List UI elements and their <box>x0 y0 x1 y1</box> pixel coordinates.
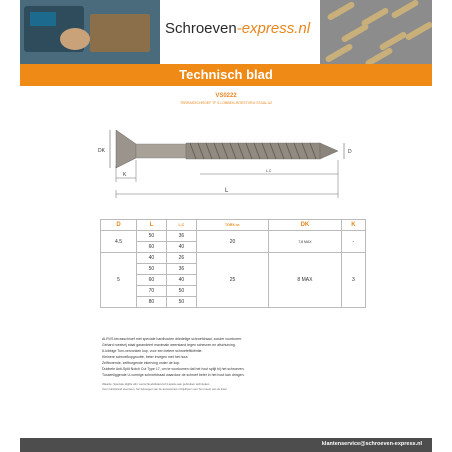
label-k: K <box>123 172 127 178</box>
note-line: 6-lobbige Torx-verzonken kop, voor een betere schroefefficiëntie. <box>102 349 203 353</box>
cell-dk: 7,8 MAX <box>269 231 342 253</box>
note-line: Tussenliggende U-vormige schroefdraad waardoor de schroef beter in het hout kan dringen. <box>102 373 245 377</box>
label-dk: DK <box>98 148 105 154</box>
footer-email-link[interactable]: klantenservice@schroeven-express.nl <box>321 441 422 447</box>
screw-head <box>116 130 136 168</box>
cell-dk: 8 MAX <box>269 253 342 308</box>
cell-lc: 50 <box>166 297 196 308</box>
header-photo-screws <box>320 0 432 64</box>
product-description: TERRASSCHROEF TF 6 LOBBEN-ROESTVRIJ STAAL A2 <box>179 101 273 105</box>
cell-lc: 40 <box>166 275 196 286</box>
cell-d: 4.5 <box>101 231 137 253</box>
cell-l: 60 <box>137 242 167 253</box>
col-header-d: D <box>101 220 137 231</box>
cell-l: 50 <box>137 264 167 275</box>
table-header-row <box>101 220 366 231</box>
cell-k: 3 <box>341 253 365 308</box>
small-print: Waarde: Speciale afgifte afm voorschroefafstand af 4 aparte aan gebruiken technieken. <box>102 382 211 386</box>
cell-torx: 25 <box>196 253 268 308</box>
header-photo-tools <box>20 0 160 64</box>
cell-l: 50 <box>137 231 167 242</box>
product-notes <box>102 336 402 392</box>
screw-thread <box>186 143 320 159</box>
cell-lc: 36 <box>166 264 196 275</box>
spec-table <box>100 219 366 308</box>
label-d: D <box>348 149 352 155</box>
brand-logo: Schroeven-express.nl <box>165 20 311 37</box>
col-header-l: L <box>137 220 167 231</box>
screw-shank <box>136 144 186 158</box>
cell-k: - <box>341 231 365 253</box>
note-line: Dubbele Anti-Split Notch Cut Type 17, om te voorkomen dat het hout splijt bij het schroeven. <box>102 367 245 371</box>
cell-lc: 40 <box>166 242 196 253</box>
small-print: Voor zuinistrand stoorteen, het bijvoegen van de accessories of bijdrijver voor het meest van de kwer. <box>102 387 228 391</box>
col-header-lc: L.C <box>166 220 196 231</box>
screw-tip <box>320 143 338 159</box>
cell-lc: 50 <box>166 286 196 297</box>
technical-sheet <box>20 0 432 452</box>
cell-torx: 20 <box>196 231 268 253</box>
table-row <box>101 231 366 242</box>
cell-lc: 26 <box>166 253 196 264</box>
product-code: VS0222 <box>215 93 237 99</box>
col-header-dk: DK <box>269 220 342 231</box>
table-row <box>101 253 366 264</box>
label-lc: L.C <box>266 169 272 173</box>
screw-drawing <box>20 110 432 210</box>
note-line: Kleinere schroefkopgrootte, beter invegen met het hout. <box>102 355 189 359</box>
note-line: Al-RVS terrasschroef met speciale hardhouten driedelige schroefdraad, zonder voorboren. <box>102 337 243 341</box>
cell-d: 5 <box>101 253 137 308</box>
cell-l: 70 <box>137 286 167 297</box>
cell-l: 60 <box>137 275 167 286</box>
cell-l: 40 <box>137 253 167 264</box>
note-line: Gehard roestvrij staal garandeert maximale weerstand tegen scheuren en afschuiving. <box>102 343 236 347</box>
label-l: L <box>225 188 229 194</box>
page-title: Technisch blad <box>179 67 273 82</box>
cell-lc: 36 <box>166 231 196 242</box>
col-header-torx: TORX nr. <box>196 220 268 231</box>
col-header-k: K <box>341 220 365 231</box>
note-line: Zelfborende, zelfborgende inkerving onder de kop. <box>102 361 181 365</box>
cell-l: 80 <box>137 297 167 308</box>
